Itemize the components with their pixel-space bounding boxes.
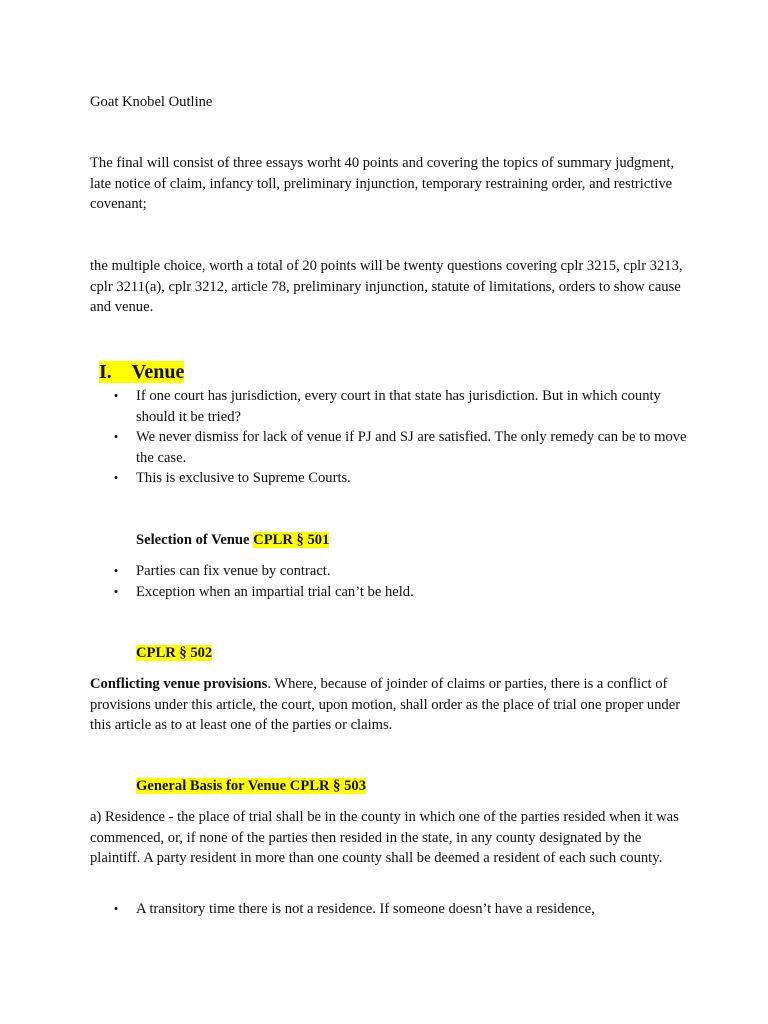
list-item: • If one court has jurisdiction, every court in that state has jurisdiction. But in which county should it be tried? [136,386,688,427]
venue-bullet-list [113,386,688,489]
cplr503-paragraph: a) Residence - the place of trial shall be in the county in which one of the parties resided when it was commenced, or, if none of the parties then resided in the state, in any county designated by the plaintiff. A party resident in more than one county shall be deemed a resident of each such county. [90,809,679,867]
selection-cite: CPLR § 501 [253,532,330,548]
list-item: • This is exclusive to Supreme Courts. [136,468,688,489]
multiple-choice-paragraph: the multiple choice, worth a total of 20 points will be twenty questions covering cplr 3215, cplr 3213, cplr 3211(a), cplr 3212, article 78, preliminary injunction, statute of limitations, orders to show cause and venue. [90,258,683,316]
cplr502-heading: CPLR § 502 [136,645,213,661]
list-item: • Exception when an impartial trial can’t be held. [136,582,688,603]
cplr503-heading: General Basis for Venue CPLR § 503 [136,778,366,794]
section-number: I. [99,361,112,383]
document-title: Goat Knobel Outline [90,94,213,110]
cplr502-term: Conflicting venue provisions [90,676,268,692]
bullet-icon: • [113,901,119,916]
selection-bullet-list [113,561,688,602]
cplr502-paragraph [90,674,686,736]
bullet-icon: • [113,429,119,445]
bullet-icon: • [113,563,119,578]
bullet-icon: • [113,583,119,599]
list-item: • We never dismiss for lack of venue if PJ and SJ are satisfied. The only remedy can be to move the case. [136,427,688,468]
section-heading-gap [112,361,132,383]
cplr502-text: . Where, because of joinder of claims or parties, there is a conflict of provisions under this article, the court, upon motion, shall order as the place of trial one proper under this article as to at least one of the parties or claims. [90,676,681,734]
bullet-icon: • [113,388,119,403]
list-item: • Parties can fix venue by contract. [136,561,688,582]
section-heading [99,359,184,385]
section-title: Venue [131,361,185,383]
selection-heading [136,530,329,551]
bullet-icon: • [113,470,119,486]
selection-label: Selection of Venue [136,532,254,548]
cplr503-bullet-list [113,899,688,920]
essays-paragraph: The final will consist of three essays worht 40 points and covering the topics of summary judgment, late notice of claim, infancy toll, preliminary injunction, temporary restraining order, and restrictive covenant; [90,155,675,213]
list-item: • A transitory time there is not a residence. If someone doesn’t have a residence, [136,899,688,920]
